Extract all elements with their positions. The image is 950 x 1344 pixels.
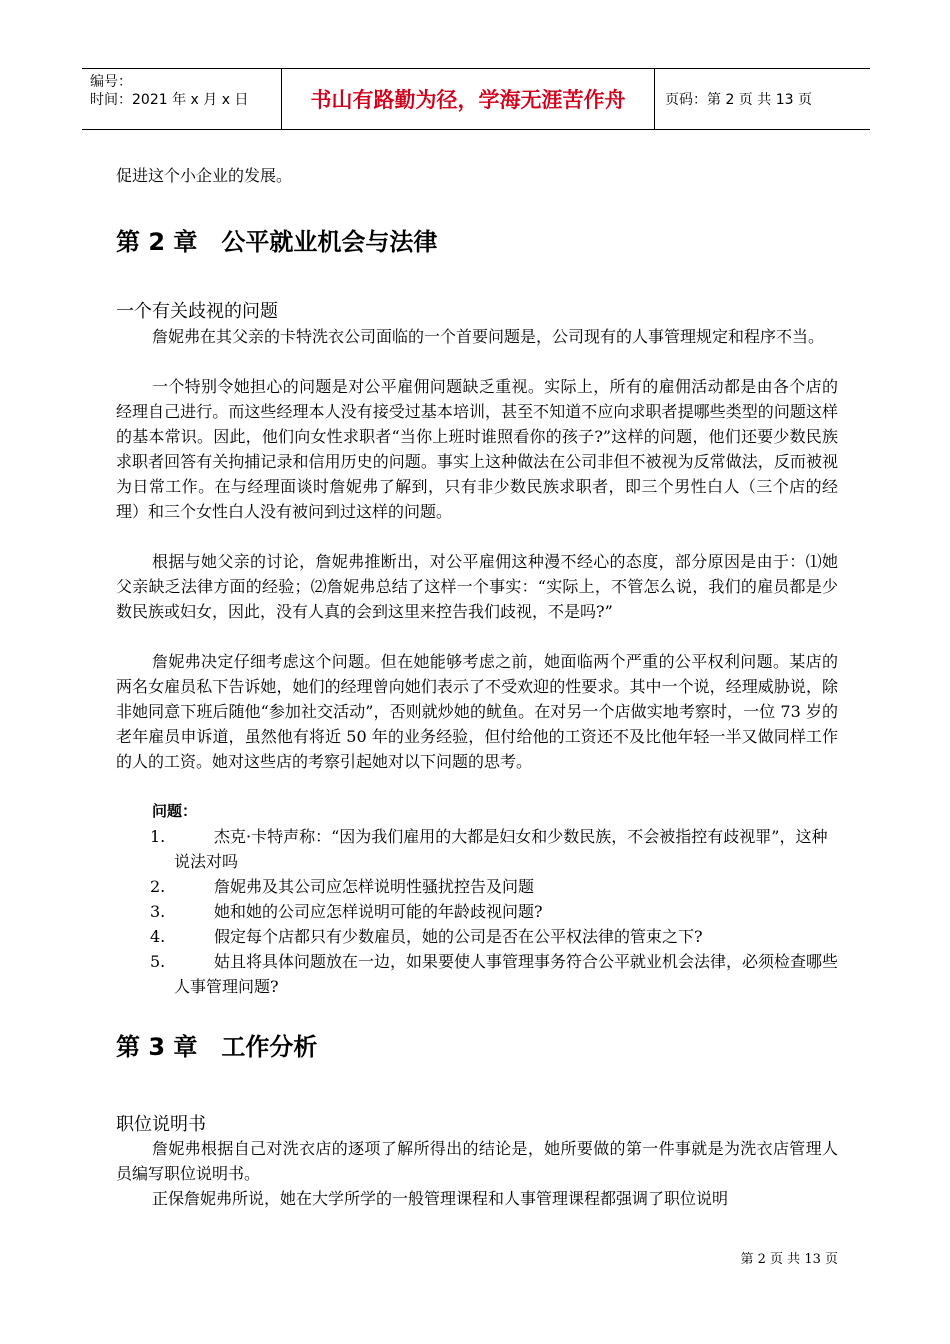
chapter-3-heading (116, 1027, 317, 1062)
question-item-5 (150, 949, 838, 999)
question-number: 4. (150, 927, 166, 946)
question-text: 詹妮弗及其公司应怎样说明性骚扰控告及问题 (214, 877, 535, 896)
section-discrimination-title: 一个有关歧视的问题 (116, 301, 278, 322)
question-number: 3. (150, 902, 166, 921)
chapter-2-number: 第 2 章 (116, 228, 198, 256)
paragraph-6: 正保詹妮弗所说，她在大学所学的一般管理课程和人事管理课程都强调了职位说明 (152, 1189, 729, 1208)
question-number: 1. (150, 827, 166, 846)
chapter-2-heading (116, 222, 437, 257)
header-table (82, 68, 870, 130)
continuation-text: 促进这个小企业的发展。 (116, 166, 293, 185)
paragraph-4: 詹妮弗决定仔细考虑这个问题。但在她能够考虑之前，她面临两个严重的公平权利问题。某店的两名女雇员私下告诉她，她们的经理曾向她们表示了不受欢迎的性要求。其中一个说，经理威胁说，除非她同意下班后随他“参加社交活动”，否则就炒她的鱿鱼。在对另一个店做实地考察时，一位 73 岁的老年雇员申诉道，虽然他有将近 50 年的业务经验，但付给他的工资还不及比他年轻一半又做同样工作的人的工资。她对这些店的考察引起她对以下问题的思考。 (116, 652, 838, 771)
chapter-3-number: 第 3 章 (116, 1033, 198, 1061)
number-label: 编号： (90, 74, 132, 90)
paragraph-1: 詹妮弗在其父亲的卡特洗衣公司面临的一个首要问题是，公司现有的人事管理规定和程序不当。 (152, 327, 825, 346)
chapter-3-title: 工作分析 (221, 1033, 318, 1061)
header-page-info: 页码：第 2 页 共 13 页 (665, 92, 812, 108)
question-text: 杰克·卡特声称：“因为我们雇用的大都是妇女和少数民族，不会被指控有歧视罪”，这种说法对吗 (174, 827, 828, 871)
question-text: 姑且将具体问题放在一边，如果要使人事管理事务符合公平就业机会法律，必须检查哪些人事管理问题? (174, 952, 839, 996)
time-label: 时间：2021 年 x 月 x 日 (90, 92, 249, 108)
chapter-2-title: 公平就业机会与法律 (221, 228, 438, 256)
header-motto: 书山有路勤为径，学海无涯苦作舟 (282, 69, 655, 129)
paragraph-2: 一个特别令她担心的问题是对公平雇佣问题缺乏重视。实际上，所有的雇佣活动都是由各个店的经理自己进行。而这些经理本人没有接受过基本培训，甚至不知道不应向求职者提哪些类型的问题这样的基本常识。因此，他们向女性求职者“当你上班时谁照看你的孩子?”这样的问题，他们还要少数民族求职者回答有关拘捕记录和信用历史的问题。事实上这种做法在公司非但不被视为反常做法，反而被视为日常工作。在与经理面谈时詹妮弗了解到，只有非少数民族求职者，即三个男性白人（三个店的经理）和三个女性白人没有被问到过这样的问题。 (116, 377, 838, 521)
section-job-description-title: 职位说明书 (116, 1114, 206, 1135)
page-footer: 第 2 页 共 13 页 (740, 1252, 838, 1267)
question-item-4 (150, 924, 838, 949)
question-item-1 (150, 824, 838, 874)
questions-label: 问题： (152, 802, 198, 820)
question-text: 假定每个店都只有少数雇员，她的公司是否在公平权法律的管束之下? (214, 927, 703, 946)
question-number: 2. (150, 877, 166, 896)
question-number: 5. (150, 952, 166, 971)
header-meta-cell (82, 69, 282, 129)
paragraph-3: 根据与她父亲的讨论，詹妮弗推断出，对公平雇佣这种漫不经心的态度，部分原因是由于：⑴她父亲缺乏法律方面的经验；⑵詹妮弗总结了这样一个事实：“实际上，不管怎么说，我们的雇员都是少数民族或妇女，因此，没有人真的会到这里来控告我们歧视，不是吗?” (116, 552, 838, 621)
paragraph-5: 詹妮弗根据自己对洗衣店的逐项了解所得出的结论是，她所要做的第一件事就是为洗衣店管理人员编写职位说明书。 (116, 1139, 838, 1183)
question-item-3 (150, 899, 838, 924)
question-item-2 (150, 874, 838, 899)
question-text: 她和她的公司应怎样说明可能的年龄歧视问题? (214, 902, 543, 921)
